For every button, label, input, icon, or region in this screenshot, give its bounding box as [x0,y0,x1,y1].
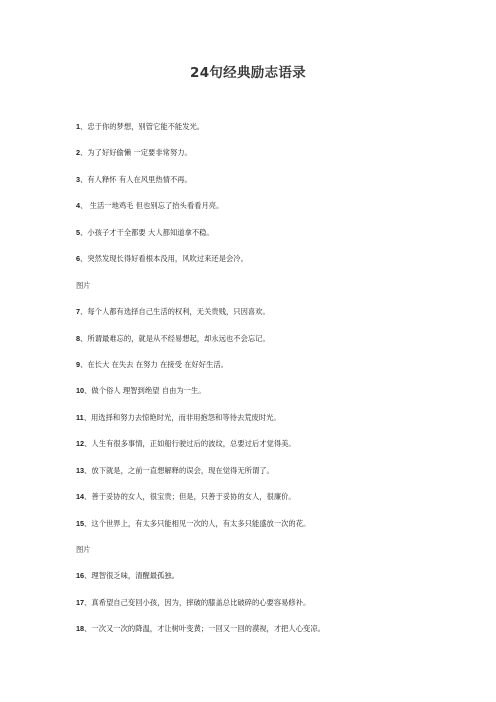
quote-text: 、为了好好偷懒 一定要非常努力。 [80,148,192,158]
quote-text: 、小孩子才干全都要 大人都知道拿不稳。 [80,227,214,237]
document-title: 24句经典励志语录 [190,65,306,81]
caption-text: 图片 [76,545,91,554]
quote-number: 10 [76,386,85,396]
quote-line [76,622,436,648]
quote-number: 1 [76,122,81,131]
image-caption [76,543,436,569]
quote-line [76,146,436,172]
quote-number: 5 [76,227,81,237]
quote-line [76,226,436,252]
quote-number: 2 [76,148,81,158]
quote-line [76,411,436,437]
quote-number: 7 [76,307,81,317]
quote-number: 9 [76,359,81,369]
quote-text: 、 生活一地鸡毛 但也别忘了抬头看看月亮。 [80,201,224,211]
quote-text: 、做个俗人 理智到绝望 自由为一生。 [84,386,206,396]
quote-number: 4 [76,201,81,211]
quote-text: 、人生有很多事情，正如船行驶过后的波纹，总要过后才觉得美。 [84,439,296,449]
quote-number: 14 [76,492,85,502]
quote-line [76,596,436,622]
quote-line [76,358,436,384]
quote-text: 、理智很乏味，清醒最孤独。 [84,571,179,581]
quote-line [76,517,436,543]
quote-text: 、所谓最难忘的，就是从不经易想起，却永远也不会忘记。 [80,333,270,343]
quote-text: 、在长大 在失去 在努力 在接受 在好好生活。 [80,359,228,369]
quote-number: 18 [76,624,85,634]
quote-line [76,120,436,146]
quote-text: 、有人释怀 有人在风里热情不再。 [80,174,192,184]
quote-line [76,199,436,225]
quote-number: 8 [76,333,81,343]
quote-text: 、突然发现长得好看根本没用，风吹过来还是会冷。 [80,254,248,264]
quote-line [76,305,436,331]
quote-number: 15 [76,518,85,528]
quote-text: 、真希望自己变回小孩，因为，摔破的膝盖总比破碎的心要容易修补。 [84,597,311,607]
quote-line [76,490,436,516]
quote-line [76,252,436,278]
quote-line [76,464,436,490]
quote-line [76,384,436,410]
quote-line [76,332,436,358]
quote-number: 11 [76,412,84,422]
quote-line [76,569,436,595]
quote-text: 、用选择和努力去惊艳时光，而非用抱怨和等待去荒废时光。 [83,412,281,422]
quote-number: 17 [76,597,85,607]
quote-list [76,120,436,649]
image-caption [76,279,436,305]
quote-number: 12 [76,439,85,449]
quote-text: 、一次又一次的降温，才让树叶变黄；一回又一回的漠视，才把人心变凉。 [84,624,325,634]
quote-number: 3 [76,174,81,184]
quote-number: 16 [76,571,85,581]
quote-text: 、这个世界上，有太多只能相见一次的人，有太多只能盛放一次的花。 [84,518,311,528]
caption-text: 图片 [76,280,91,290]
quote-text: 、每个人都有选择自己生活的权利，无关贵贱，只因喜欢。 [80,307,270,317]
quote-number: 13 [76,465,85,475]
quote-text: 、善于妥协的女人，很宝贵；但是，只善于妥协的女人，很廉价。 [84,492,296,502]
quote-text: 、忠于你的梦想，别管它能不能发光。 [80,122,205,131]
quote-text: 、放下就是，之前一直想解释的误会，现在觉得无所谓了。 [84,465,274,475]
quote-line [76,437,436,463]
quote-line [76,173,436,199]
quote-number: 6 [76,254,81,264]
